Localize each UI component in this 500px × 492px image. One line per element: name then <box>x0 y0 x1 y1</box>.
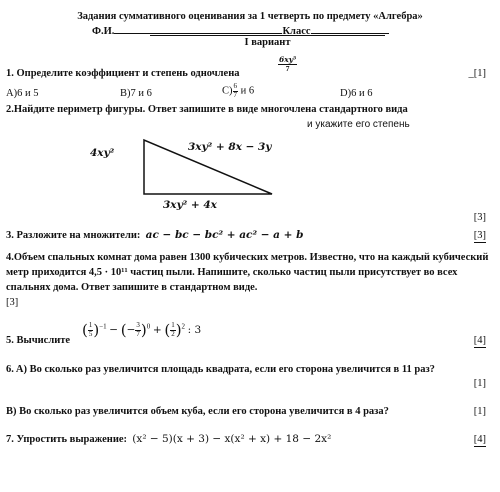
q4-mark: [3] <box>6 297 19 308</box>
q1-option-d: D)6 и 6 <box>340 88 373 99</box>
fio-label: Ф.И. <box>92 26 115 37</box>
q4-text: 4.Объем спальных комнат дома равен 1300 кубических метров. Известно, что на каждый кубический метр приходится 4,5 · 10¹¹ частиц пыли. Напишите, сколько частиц пыли присутствует во всех спальнях дома. Ответ запишите в стандартном виде. <box>6 252 489 293</box>
variant-label: I вариант <box>150 35 385 49</box>
triangle-side-left: 4xy² <box>90 147 115 159</box>
q6b-text: B) Во сколько раз увеличится объем куба, если его сторона увеличится в 4 раза? <box>6 406 389 417</box>
q3-text: 3. Разложите на множители: <box>6 230 141 241</box>
q7-text: 7. Упростить выражение: <box>6 434 128 445</box>
q7-line <box>6 433 331 446</box>
q1-option-c: C) $\frac{6}{7}$ и 6 <box>222 82 255 99</box>
class-label: Класс <box>282 26 311 37</box>
q6b-mark: [1] <box>473 406 486 417</box>
q1-option-a: A)6 и 5 <box>6 88 39 99</box>
worksheet-title: Задания суммативного оценивания за 1 четверть по предмету «Алгебра» <box>77 11 423 22</box>
fio-blank <box>114 23 282 34</box>
q5-mark: [4] <box>474 334 486 348</box>
triangle-side-hypotenuse: 3xy² + 8x − 3y <box>188 141 272 153</box>
q7-mark: [4] <box>474 433 486 447</box>
q3-expression: ac − bc − bc² + ac² − a + b <box>145 229 304 241</box>
q1-option-b: B)7 и 6 <box>120 88 152 99</box>
triangle-side-bottom: 3xy² + 4x <box>163 199 217 211</box>
q5-text: 5. Вычислите <box>6 335 71 346</box>
q1-monomial: $\frac{\text{6xy⁵}}{7}$ <box>279 55 297 74</box>
q3-mark: [3] <box>474 229 486 243</box>
q2-text: 2.Найдите периметр фигуры. Ответ запишите в виде многочлена стандартного вида <box>6 104 408 115</box>
q5-expression: ( $\frac{1}{5}$ )$^{-1}$ − (− $\frac{3}{7}$ )$^0$ + ( $\frac{1}{2}$ )$^2$ : 3 <box>82 321 202 339</box>
q7-expression: (x² − 5)(x + 3) − x(x² + x) + 18 − 2x² <box>132 433 332 445</box>
q2-text-continued: и укажите его степень <box>307 119 410 130</box>
class-blank <box>311 23 389 34</box>
q6a-mark: [1] <box>473 378 486 389</box>
q2-mark: [3] <box>473 212 486 223</box>
q1-mark: _[1] <box>468 68 486 79</box>
q6a-text: 6. A) Во сколько раз увеличится площадь квадрата, если его сторона увеличится в 11 раз? <box>6 364 435 375</box>
q1-text: 1. Определите коэффициент и степень одночлена <box>6 68 240 79</box>
q3-line <box>6 229 303 242</box>
